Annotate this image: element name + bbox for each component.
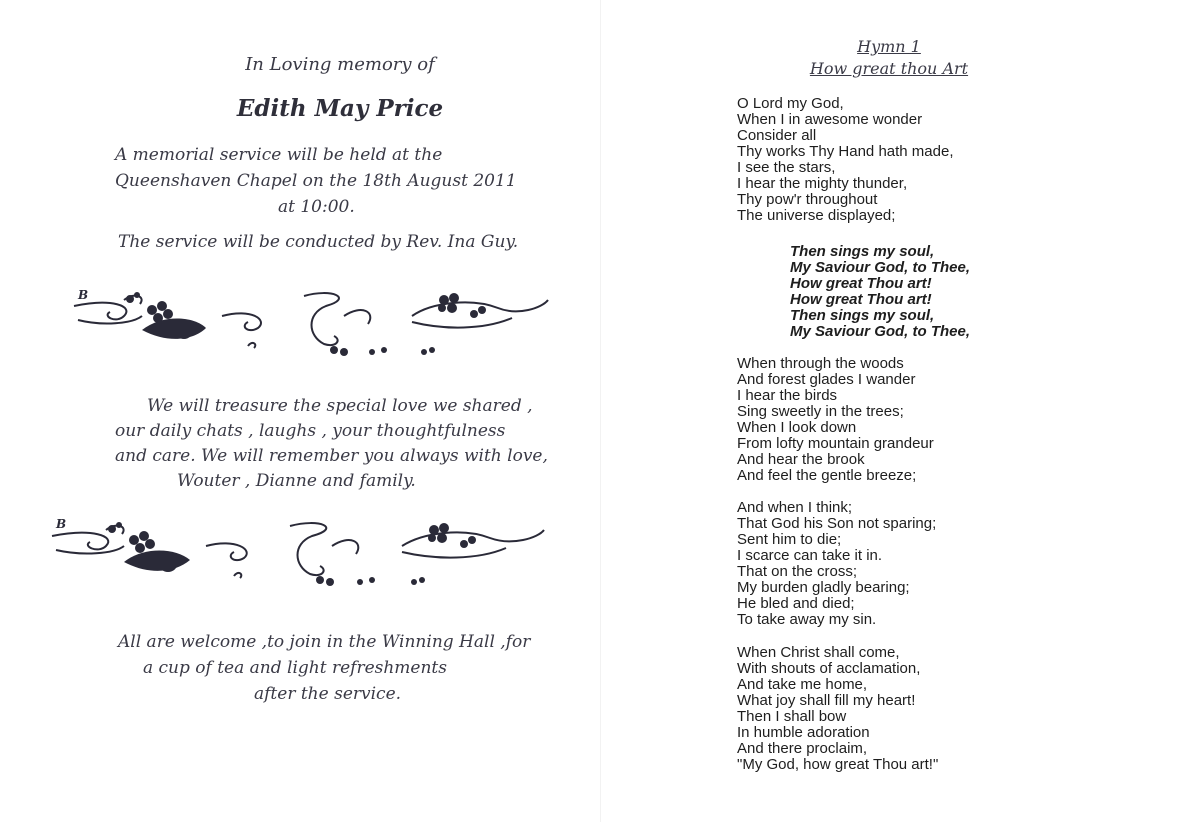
lyric-line: That on the cross; bbox=[737, 563, 858, 580]
memory-heading: In Loving memory of bbox=[245, 54, 435, 75]
service-line-2: Queenshaven Chapel on the 18th August 2011 bbox=[115, 171, 517, 191]
welcome-line-1: All are welcome ,to join in the Winning Hall ,for bbox=[118, 632, 531, 652]
lyric-line: I hear the birds bbox=[737, 387, 838, 404]
flower-blossoms bbox=[126, 292, 486, 356]
lyric-line: When Christ shall come, bbox=[737, 644, 900, 661]
tribute-line-2: our daily chats , laughs , your thoughtfulness bbox=[115, 421, 506, 441]
lyric-line: And take me home, bbox=[737, 676, 868, 693]
tribute-line-3: and care. We will remember you always with love, bbox=[115, 446, 548, 466]
verse-1 bbox=[737, 96, 954, 224]
lyric-line: Then I shall bow bbox=[737, 708, 847, 725]
ornament-letter: B bbox=[56, 517, 67, 531]
swirl-vines bbox=[52, 523, 544, 578]
page-fold bbox=[600, 0, 601, 822]
lyric-line: Thy pow'r throughout bbox=[737, 191, 878, 208]
chorus-line: How great Thou art! bbox=[790, 275, 932, 292]
welcome-line-3: after the service. bbox=[254, 684, 402, 704]
lyric-line: He bled and died; bbox=[737, 595, 855, 612]
lyric-line: From lofty mountain grandeur bbox=[737, 435, 934, 452]
lyric-line: And hear the brook bbox=[737, 451, 865, 468]
chorus-line: How great Thou art! bbox=[790, 291, 932, 308]
lyric-line: Sing sweetly in the trees; bbox=[737, 403, 904, 420]
chorus bbox=[790, 244, 970, 340]
chorus-line: My Saviour God, to Thee, bbox=[790, 259, 971, 276]
flower-blossoms bbox=[108, 522, 476, 586]
verse-4 bbox=[737, 645, 938, 773]
service-line-1: A memorial service will be held at the bbox=[115, 145, 443, 165]
floral-ornament-bottom bbox=[50, 514, 550, 588]
lyric-line: Thy works Thy Hand hath made, bbox=[737, 143, 954, 160]
hymn-heading bbox=[774, 36, 1004, 80]
swirl-vines bbox=[74, 293, 548, 348]
lyric-line: Sent him to die; bbox=[737, 531, 842, 548]
lyric-line: I see the stars, bbox=[737, 159, 836, 176]
tribute-line-4: Wouter , Dianne and family. bbox=[177, 471, 416, 491]
tribute-line-1: We will treasure the special love we shared , bbox=[147, 396, 533, 416]
ornament-letter: B bbox=[78, 288, 89, 302]
lyric-line: And there proclaim, bbox=[737, 740, 868, 757]
lyric-line: I hear the mighty thunder, bbox=[737, 175, 908, 192]
verse-3 bbox=[737, 500, 936, 628]
lyric-line: I scarce can take it in. bbox=[737, 547, 883, 564]
lyric-line: "My God, how great Thou art!" bbox=[737, 756, 939, 773]
lyric-line: What joy shall fill my heart! bbox=[737, 692, 916, 709]
service-details bbox=[115, 142, 575, 220]
lyric-line: The universe displayed; bbox=[737, 207, 896, 224]
welcome-line-2: a cup of tea and light refreshments bbox=[143, 658, 447, 678]
reception-invitation bbox=[118, 629, 578, 707]
lyric-line: O Lord my God, bbox=[737, 95, 844, 112]
lyric-line: When through the woods bbox=[737, 355, 904, 372]
lyric-line: To take away my sin. bbox=[737, 611, 877, 628]
service-line-3: at 10:00. bbox=[278, 197, 355, 217]
chorus-line: My Saviour God, to Thee, bbox=[790, 323, 971, 340]
floral-ornament-top bbox=[72, 286, 552, 358]
hymn-title: How great thou Art bbox=[809, 59, 969, 78]
tribute-message bbox=[115, 394, 585, 494]
conducted-by: The service will be conducted by Rev. Ina Guy. bbox=[118, 232, 519, 252]
lyric-line: And when I think; bbox=[737, 499, 853, 516]
lyric-line: Consider all bbox=[737, 127, 817, 144]
lyric-line: With shouts of acclamation, bbox=[737, 660, 921, 677]
verse-2 bbox=[737, 356, 934, 484]
deceased-name: Edith May Price bbox=[236, 95, 444, 122]
lyric-line: In humble adoration bbox=[737, 724, 870, 741]
lyric-line: That God his Son not sparing; bbox=[737, 515, 937, 532]
chorus-line: Then sings my soul, bbox=[790, 243, 935, 260]
lyric-line: When I look down bbox=[737, 419, 857, 436]
lyric-line: And feel the gentle breeze; bbox=[737, 467, 917, 484]
lyric-line: When I in awesome wonder bbox=[737, 111, 923, 128]
hymn-number: Hymn 1 bbox=[857, 37, 921, 56]
lyric-line: And forest glades I wander bbox=[737, 371, 916, 388]
lyric-line: My burden gladly bearing; bbox=[737, 579, 910, 596]
chorus-line: Then sings my soul, bbox=[790, 307, 935, 324]
